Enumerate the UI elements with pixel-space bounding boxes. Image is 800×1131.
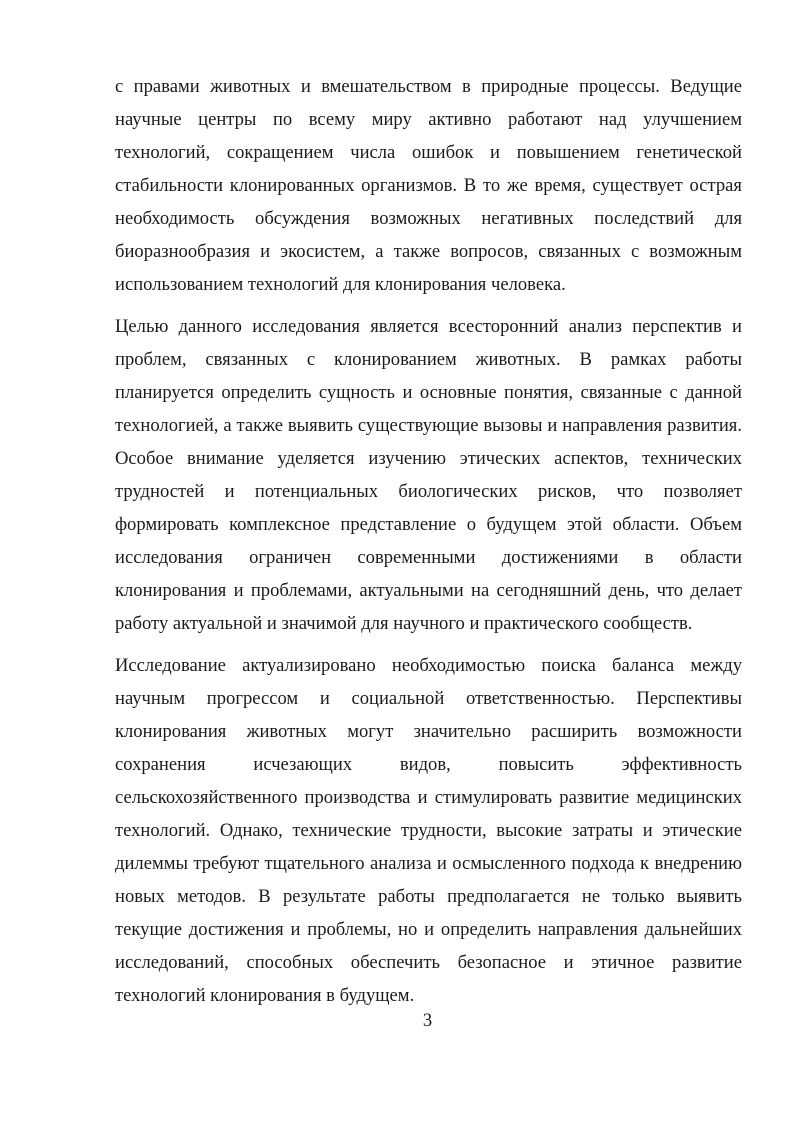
text-line: использованием технологий для клонирования человека. <box>115 274 566 295</box>
text-line: исследований, способных обеспечить безопасное и этичное развитие <box>115 952 742 973</box>
text-line: стабильности клонированных организмов. В то же время, существует острая <box>115 175 742 196</box>
text-line: исследования ограничен современными достижениями в области <box>115 547 742 568</box>
text-line: необходимость обсуждения возможных негативных последствий для <box>115 208 742 229</box>
text-line: работу актуальной и значимой для научного и практического сообществ. <box>115 613 693 634</box>
text-line: клонирования и проблемами, актуальными на сегодняшний день, что делает <box>115 580 742 601</box>
paragraph-3 <box>115 649 742 1012</box>
paragraph-1 <box>115 70 742 301</box>
text-line: клонирования животных могут значительно расширить возможности <box>115 721 742 742</box>
text-line: формировать комплексное представление о будущем этой области. Объем <box>115 514 742 535</box>
text-line: новых методов. В результате работы предполагается не только выявить <box>115 886 742 907</box>
text-line: Целью данного исследования является всесторонний анализ перспектив и <box>115 316 742 337</box>
text-line: технологией, а также выявить существующие вызовы и направления развития. <box>115 415 742 436</box>
text-line: технологий, сокращением числа ошибок и повышением генетической <box>115 142 742 163</box>
text-line: Исследование актуализировано необходимостью поиска баланса между <box>115 655 742 676</box>
text-line: с правами животных и вмешательством в природные процессы. Ведущие <box>115 76 742 97</box>
text-line: научные центры по всему миру активно работают над улучшением <box>115 109 742 130</box>
text-line: дилеммы требуют тщательного анализа и осмысленного подхода к внедрению <box>115 853 742 874</box>
paragraph-2 <box>115 310 742 640</box>
page-number: 3 <box>422 1010 433 1031</box>
text-line: технологий клонирования в будущем. <box>115 985 415 1006</box>
text-line: биоразнообразия и экосистем, а также вопросов, связанных с возможным <box>115 241 742 262</box>
text-line: текущие достижения и проблемы, но и определить направления дальнейших <box>115 919 742 940</box>
text-line: сельскохозяйственного производства и стимулировать развитие медицинских <box>115 787 742 808</box>
text-line: Особое внимание уделяется изучению этических аспектов, технических <box>115 448 742 469</box>
body-text <box>115 70 742 1012</box>
text-line: проблем, связанных с клонированием животных. В рамках работы <box>115 349 742 370</box>
text-line: трудностей и потенциальных биологических рисков, что позволяет <box>115 481 742 502</box>
text-line: технологий. Однако, технические трудности, высокие затраты и этические <box>115 820 742 841</box>
text-line: сохранения исчезающих видов, повысить эффективность <box>115 754 742 775</box>
text-line: планируется определить сущность и основные понятия, связанные с данной <box>115 382 742 403</box>
text-line: научным прогрессом и социальной ответственностью. Перспективы <box>115 688 742 709</box>
